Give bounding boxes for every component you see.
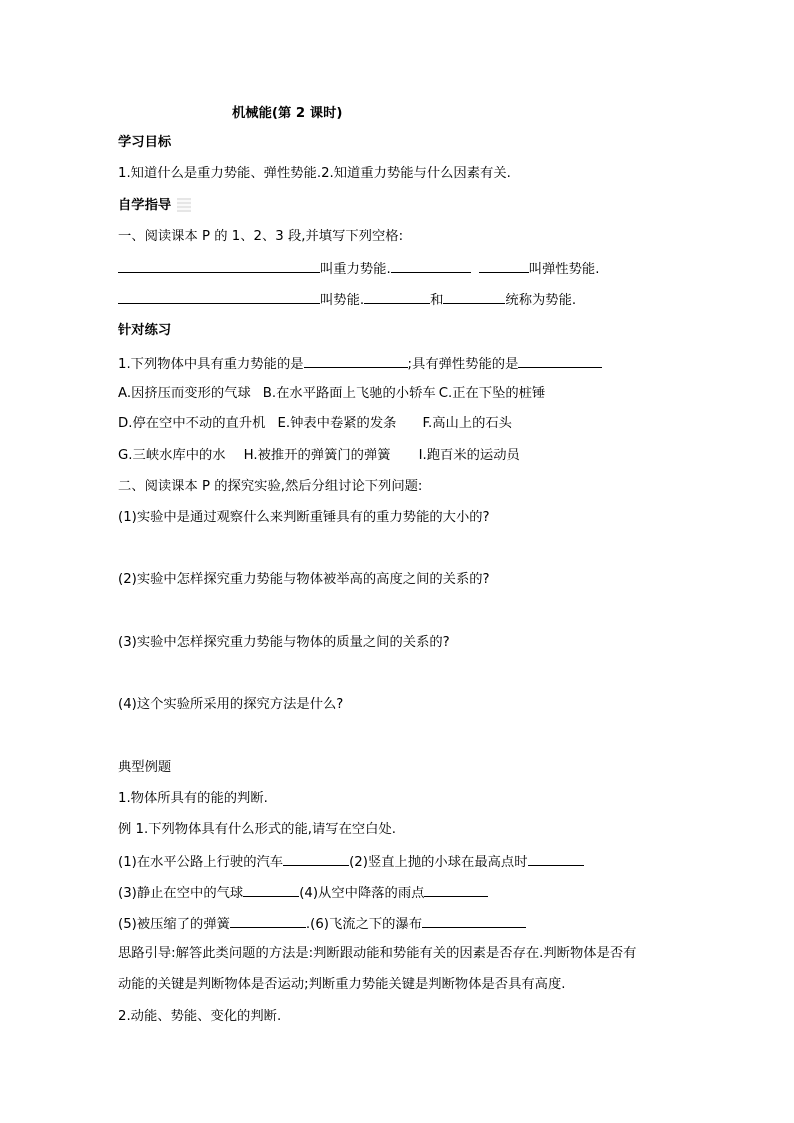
options-row-1 bbox=[118, 385, 545, 403]
discussion-question-4: (4)这个实验所采用的探究方法是什么? bbox=[118, 697, 344, 712]
answer-blank[interactable] bbox=[243, 883, 299, 897]
answer-blank[interactable] bbox=[479, 259, 529, 273]
fill-text: 叫弹性势能. bbox=[528, 262, 600, 277]
reading-instruction-1: 一、阅读课本 P 的 1、2、3 段,并填写下列空格: bbox=[118, 229, 404, 244]
heading-self-study-label: 自学指导 bbox=[118, 198, 172, 213]
answer-blank[interactable] bbox=[364, 290, 430, 304]
fill-in-line-1 bbox=[118, 259, 599, 279]
answer-blank[interactable] bbox=[443, 290, 505, 304]
example-topic-1: 1.物体所具有的能的判断. bbox=[118, 791, 268, 806]
option-a: A.因挤压而变形的气球 bbox=[118, 386, 251, 401]
options-row-2 bbox=[118, 415, 512, 433]
fill-in-line-2 bbox=[118, 290, 576, 310]
answer-blank[interactable] bbox=[304, 354, 408, 368]
answer-blank[interactable] bbox=[283, 852, 349, 866]
answer-blank[interactable] bbox=[518, 354, 602, 368]
option-i: I.跑百米的运动员 bbox=[418, 448, 520, 463]
fill-text: 和 bbox=[430, 293, 444, 308]
example-item: (5)被压缩了的弹簧 bbox=[118, 917, 230, 932]
answer-blank[interactable] bbox=[118, 290, 320, 304]
answer-blank[interactable] bbox=[424, 883, 488, 897]
example-1-row-3 bbox=[118, 914, 526, 934]
question-text: 1.下列物体中具有重力势能的是 bbox=[118, 357, 304, 372]
option-b: B.在水平路面上飞驰的小轿车 bbox=[262, 386, 436, 401]
hint-line-1: 思路引导:解答此类问题的方法是:判断跟动能和势能有关的因素是否存在.判断物体是否有 bbox=[118, 946, 637, 961]
heading-self-study bbox=[118, 197, 191, 215]
reading-instruction-2: 二、阅读课本 P 的探究实验,然后分组讨论下列问题: bbox=[118, 479, 423, 494]
heading-examples: 典型例题 bbox=[118, 760, 172, 775]
answer-blank[interactable] bbox=[528, 852, 584, 866]
option-c: C.正在下坠的桩锤 bbox=[438, 386, 546, 401]
faint-mark-icon bbox=[177, 198, 191, 212]
document-title: 机械能(第 2 课时) bbox=[232, 106, 343, 121]
option-d: D.停在空中不动的直升机 bbox=[118, 416, 266, 431]
answer-blank[interactable] bbox=[230, 914, 306, 928]
discussion-question-2: (2)实验中怎样探究重力势能与物体被举高的高度之间的关系的? bbox=[118, 572, 490, 587]
answer-blank[interactable] bbox=[422, 914, 526, 928]
heading-practice: 针对练习 bbox=[118, 323, 172, 338]
example-1-row-2 bbox=[118, 883, 488, 903]
question-1 bbox=[118, 354, 602, 374]
discussion-question-3: (3)实验中怎样探究重力势能与物体的质量之间的关系的? bbox=[118, 635, 450, 650]
example-item: (2)竖直上抛的小球在最高点时 bbox=[349, 855, 528, 870]
example-1-row-1 bbox=[118, 852, 584, 872]
question-text: ;具有弹性势能的是 bbox=[407, 357, 519, 372]
heading-objectives: 学习目标 bbox=[118, 135, 172, 150]
option-f: F.高山上的石头 bbox=[422, 416, 512, 431]
option-h: H.被推开的弹簧门的弹簧 bbox=[243, 448, 391, 463]
fill-text: 叫势能. bbox=[320, 293, 365, 308]
hint-line-2: 动能的关键是判断物体是否运动;判断重力势能关键是判断物体是否具有高度. bbox=[118, 977, 566, 992]
example-topic-2: 2.动能、势能、变化的判断. bbox=[118, 1009, 282, 1024]
example-item: (1)在水平公路上行驶的汽车 bbox=[118, 855, 284, 870]
objectives-text: 1.知道什么是重力势能、弹性势能.2.知道重力势能与什么因素有关. bbox=[118, 166, 511, 181]
answer-blank[interactable] bbox=[391, 259, 471, 273]
fill-text: 统称为势能. bbox=[505, 293, 577, 308]
example-item: .(6)飞流之下的瀑布 bbox=[305, 917, 423, 932]
fill-text: 叫重力势能. bbox=[320, 262, 391, 277]
example-item: (3)静止在空中的气球 bbox=[118, 886, 244, 901]
answer-blank[interactable] bbox=[118, 259, 320, 273]
option-e: E.钟表中卷紧的发条 bbox=[277, 416, 397, 431]
discussion-question-1: (1)实验中是通过观察什么来判断重锤具有的重力势能的大小的? bbox=[118, 510, 490, 525]
example-1-intro: 例 1.下列物体具有什么形式的能,请写在空白处. bbox=[118, 822, 397, 837]
example-item: (4)从空中降落的雨点 bbox=[299, 886, 425, 901]
option-g: G.三峡水库中的水 bbox=[118, 448, 226, 463]
options-row-3 bbox=[118, 447, 520, 465]
